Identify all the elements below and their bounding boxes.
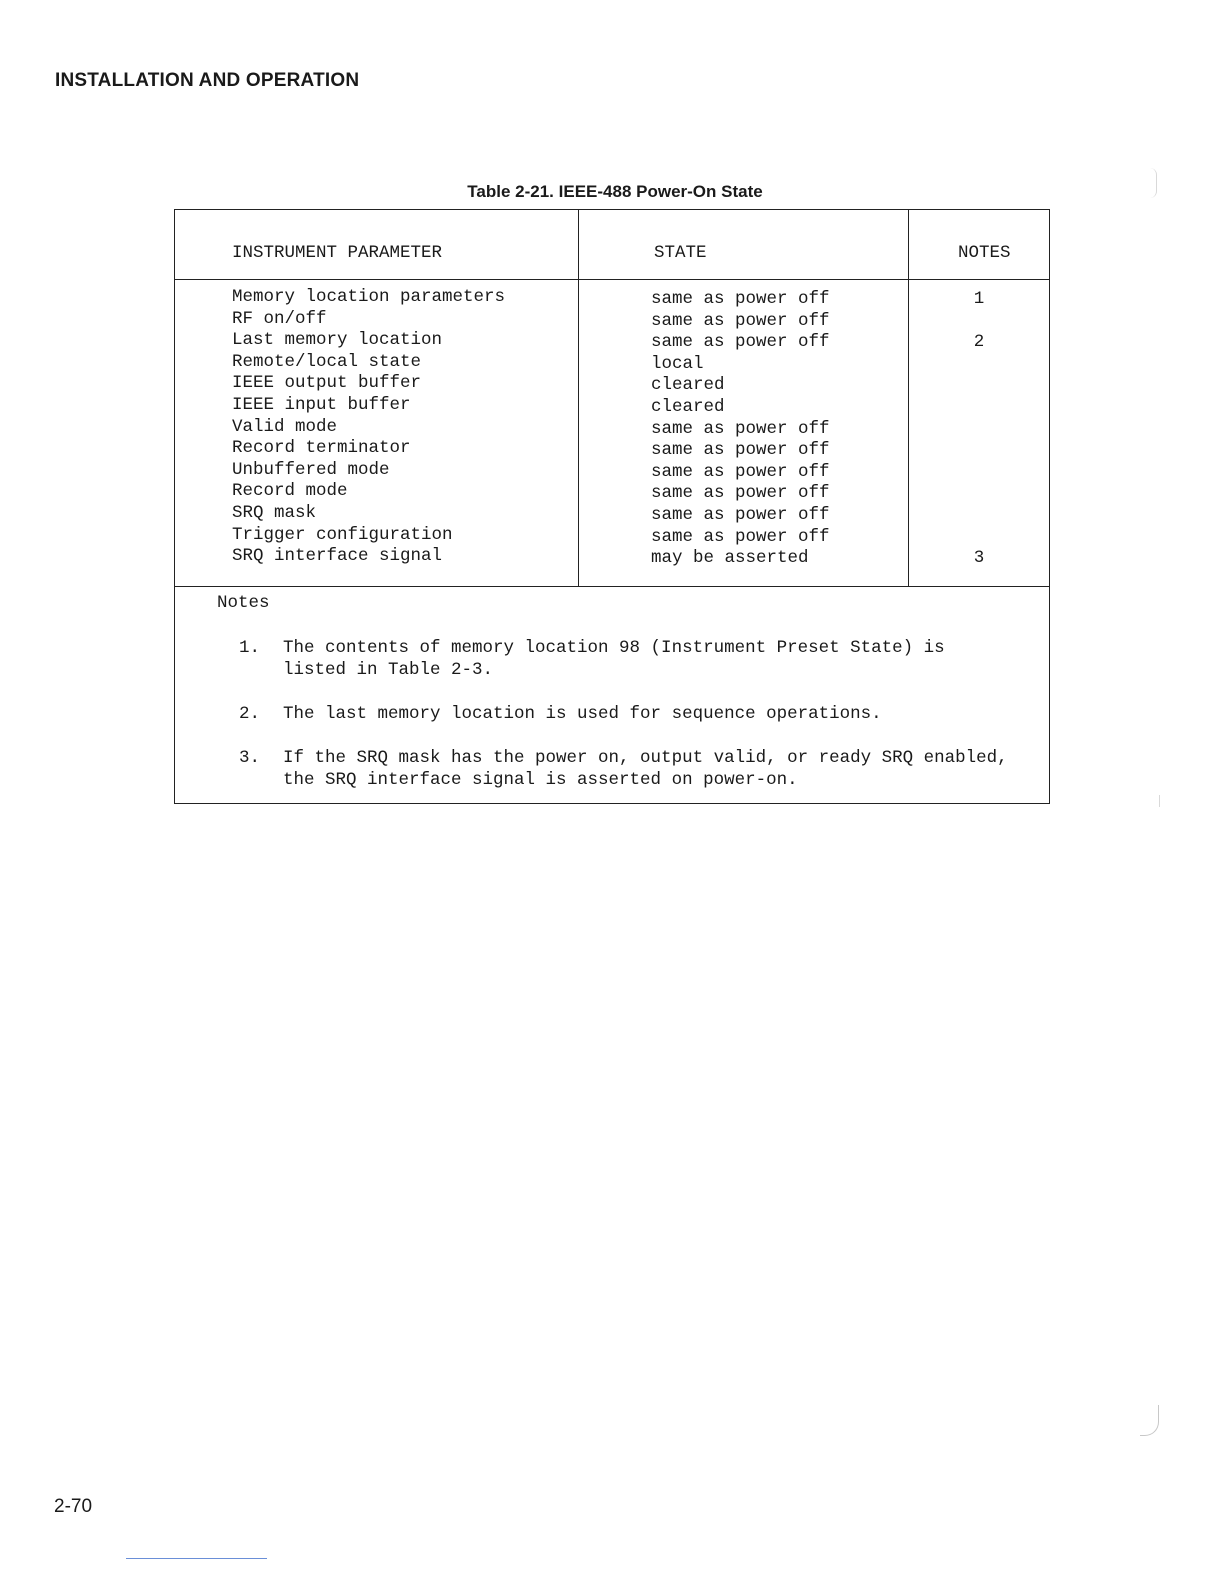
notes-section — [175, 587, 1050, 804]
state-list — [579, 280, 908, 570]
note-number: 2. — [239, 704, 261, 724]
scan-artifact-mark — [1150, 168, 1157, 198]
parameter-cell: Record terminator — [232, 438, 411, 459]
state-cell: same as power off — [651, 483, 830, 504]
state-cell: same as power off — [651, 440, 830, 461]
parameter-list — [175, 280, 578, 568]
scan-artifact-mark — [1158, 795, 1160, 807]
parameter-cell: SRQ interface signal — [232, 546, 443, 567]
column-header-state: STATE — [579, 210, 909, 280]
state-cell: may be asserted — [651, 548, 809, 569]
note-reference-list — [909, 280, 1049, 570]
power-on-state-table — [174, 209, 1050, 804]
parameter-cell: IEEE input buffer — [232, 394, 411, 415]
note-reference-cell: 1 — [973, 289, 985, 309]
state-cell: same as power off — [651, 526, 830, 547]
parameter-cell: Last memory location — [232, 330, 443, 351]
state-cell: same as power off — [651, 332, 830, 353]
note-text: If the SRQ mask has the power on, output valid, or ready SRQ enabled, the SRQ interface signal is asserted on power-on. — [283, 748, 1008, 790]
note-item — [239, 637, 1049, 681]
table-notes-row — [175, 587, 1050, 804]
note-item — [239, 703, 1049, 725]
column-header-parameter: INSTRUMENT PARAMETER — [175, 210, 579, 280]
note-reference-cell — [909, 311, 1049, 333]
note-text: The contents of memory location 98 (Instrument Preset State) is listed in Table 2-3. — [283, 638, 945, 680]
state-cell: same as power off — [651, 418, 830, 439]
parameter-cell: Trigger configuration — [232, 524, 453, 545]
note-number: 1. — [239, 638, 261, 658]
parameter-cell: Unbuffered mode — [232, 459, 390, 480]
scan-artifact-mark — [1140, 1405, 1159, 1436]
notes-items — [217, 637, 1049, 791]
state-cell: same as power off — [651, 289, 830, 309]
note-reference-cell: 3 — [973, 548, 985, 569]
state-cell: cleared — [651, 396, 725, 417]
parameter-column — [175, 280, 579, 587]
parameter-cell: RF on/off — [232, 308, 327, 329]
notes-heading: Notes — [217, 593, 270, 613]
table-body-row — [175, 280, 1050, 587]
note-reference-cell: 2 — [973, 332, 985, 353]
note-reference-cell — [909, 419, 1049, 441]
state-cell: same as power off — [651, 310, 830, 331]
table-header-row — [175, 210, 1050, 280]
note-text: The last memory location is used for sequence operations. — [283, 704, 882, 724]
notes-column — [909, 280, 1050, 587]
parameter-cell: IEEE output buffer — [232, 373, 422, 394]
note-reference-cell — [909, 375, 1049, 397]
state-cell: same as power off — [651, 461, 830, 482]
section-header: INSTALLATION AND OPERATION — [55, 70, 360, 91]
note-reference-cell — [909, 440, 1049, 462]
note-reference-cell — [909, 397, 1049, 419]
note-reference-cell — [909, 483, 1049, 505]
parameter-cell: Memory location parameters — [232, 287, 506, 307]
note-number: 3. — [239, 748, 261, 768]
state-cell: same as power off — [651, 504, 830, 525]
scan-edge-line — [126, 1558, 267, 1559]
page-number: 2-70 — [54, 1496, 93, 1517]
parameter-cell: Record mode — [232, 481, 348, 502]
note-reference-cell — [909, 527, 1049, 549]
note-item — [239, 747, 1049, 791]
note-reference-cell — [909, 505, 1049, 527]
note-reference-cell — [909, 462, 1049, 484]
state-column — [579, 280, 909, 587]
table-caption: Table 2-21. IEEE-488 Power-On State — [467, 182, 763, 201]
parameter-cell: SRQ mask — [232, 502, 317, 523]
column-header-notes: NOTES — [909, 210, 1050, 280]
note-reference-cell — [909, 354, 1049, 376]
parameter-cell: Remote/local state — [232, 351, 422, 372]
state-cell: cleared — [651, 375, 725, 396]
parameter-cell: Valid mode — [232, 416, 338, 437]
state-cell: local — [651, 353, 704, 374]
